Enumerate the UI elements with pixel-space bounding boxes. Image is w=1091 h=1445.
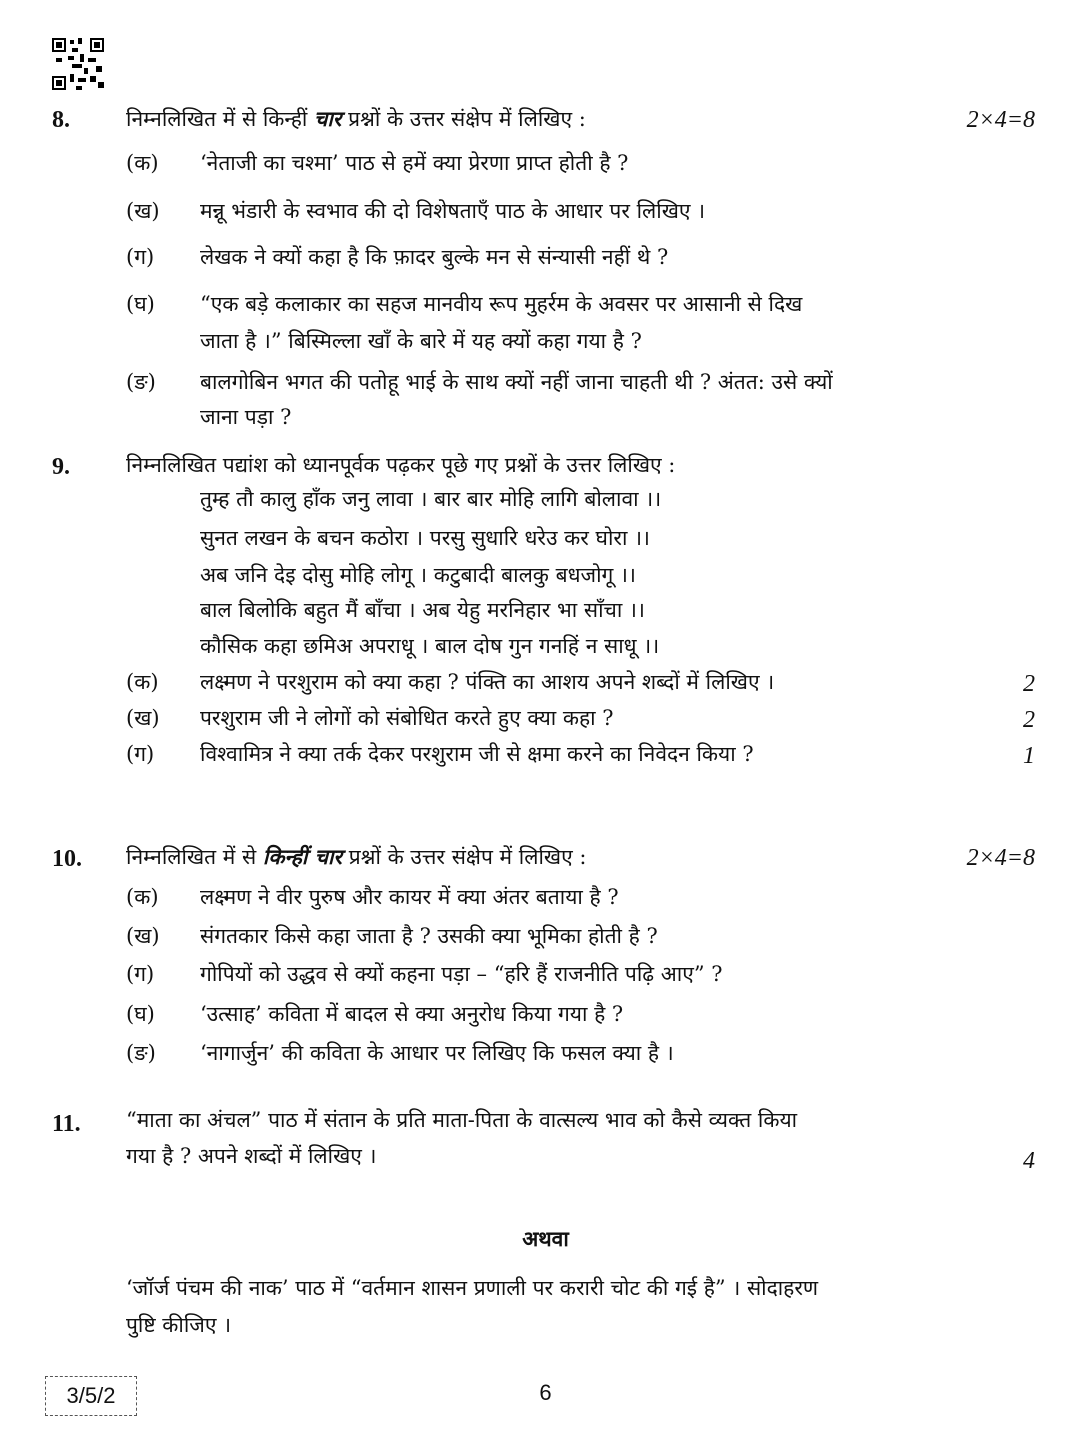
verse-line: कौसिक कहा छमिअ अपराधू । बाल दोष गुन गनहिं न साधू ।। (200, 634, 660, 658)
q8-item-label: (क) (126, 151, 159, 175)
q10-item-label: (घ) (126, 1002, 155, 1026)
q10-item-label: (क) (126, 885, 159, 909)
question-10-number: 10. (52, 846, 82, 872)
q8-item-label: (ङ) (126, 370, 156, 394)
q8-item-label: (ग) (126, 245, 155, 269)
q8-item-text: “एक बड़े कलाकार का सहज मानवीय रूप मुहर्रम के अवसर पर आसानी से दिख (200, 292, 803, 316)
q10-item-label: (ख) (126, 924, 160, 948)
q9-item-label: (ख) (126, 706, 160, 730)
q9-item-marks: 2 (1023, 707, 1035, 733)
question-8-number: 8. (52, 107, 70, 133)
q8-item-text: लेखक ने क्यों कहा है कि फ़ादर बुल्के मन से संन्यासी नहीं थे ? (200, 245, 669, 269)
question-10-marks: 2×4=8 (966, 845, 1035, 871)
q9-item-marks: 1 (1023, 743, 1035, 769)
q8-item-label: (घ) (126, 292, 155, 316)
qr-code-icon (52, 38, 104, 90)
question-11-alt-text: ‘जॉर्ज पंचम की नाक’ पाठ में “वर्तमान शासन प्रणाली पर करारी चोट की गई है” । सोदाहरण (126, 1276, 819, 1300)
question-11-marks: 4 (1023, 1148, 1035, 1174)
question-paper-code: 3/5/2 (66, 1383, 116, 1408)
q8-item-text: बालगोबिन भगत की पतोहू भाई के साथ क्यों नहीं जाना चाहती थी ? अंतत: उसे क्यों (200, 370, 833, 394)
q8-item-text: ‘नेताजी का चश्मा’ पाठ से हमें क्या प्रेरणा प्राप्त होती है ? (200, 151, 629, 175)
q9-item-marks: 2 (1023, 671, 1035, 697)
question-11-text: गया है ? अपने शब्दों में लिखिए । (126, 1144, 377, 1168)
or-heading: अथवा (522, 1226, 569, 1251)
q8-item-text: मन्नू भंडारी के स्वभाव की दो विशेषताएँ पाठ के आधार पर लिखिए । (200, 199, 706, 223)
question-9-instruction: निम्नलिखित पद्यांश को ध्यानपूर्वक पढ़कर पूछे गए प्रश्नों के उत्तर लिखिए : (126, 453, 676, 477)
q10-item-label: (ग) (126, 962, 155, 986)
q9-item-label: (ग) (126, 742, 155, 766)
q10-item-text: ‘नागार्जुन’ की कविता के आधार पर लिखिए कि फसल क्या है । (200, 1041, 674, 1065)
question-11-number: 11. (52, 1111, 81, 1137)
question-11-text: “माता का अंचल” पाठ में संतान के प्रति माता-पिता के वात्सल्य भाव को कैसे व्यक्त किया (126, 1108, 798, 1132)
verse-line: तुम्ह तौ कालु हाँक जनु लावा । बार बार मोहि लागि बोलावा ।। (200, 487, 662, 511)
q8-item-text: जाता है ।” बिस्मिल्ला खाँ के बारे में यह क्यों कहा गया है ? (200, 329, 642, 353)
q9-item-text: लक्ष्मण ने परशुराम को क्या कहा ? पंक्ति का आशय अपने शब्दों में लिखिए । (200, 670, 775, 694)
q10-item-text: संगतकार किसे कहा जाता है ? उसकी क्या भूमिका होती है ? (200, 924, 658, 948)
verse-line: बाल बिलोकि बहुत मैं बाँचा । अब येहु मरनिहार भा साँचा ।। (200, 598, 645, 622)
q10-item-text: लक्ष्मण ने वीर पुरुष और कायर में क्या अंतर बताया है ? (200, 885, 619, 909)
q8-item-label: (ख) (126, 199, 160, 223)
page-number: 6 (539, 1380, 552, 1405)
verse-line: सुनत लखन के बचन कठोरा । परसु सुधारि धरेउ कर घोरा ।। (200, 526, 650, 550)
q10-item-text: गोपियों को उद्धव से क्यों कहना पड़ा – “हरि हैं राजनीति पढ़ि आए” ? (200, 962, 723, 986)
question-9-number: 9. (52, 454, 70, 480)
verse-line: अब जनि देइ दोसु मोहि लोगू । कटुबादी बालकु बधजोगू ।। (200, 563, 636, 587)
q9-item-text: विश्वामित्र ने क्या तर्क देकर परशुराम जी से क्षमा करने का निवेदन किया ? (200, 742, 754, 766)
q8-item-text: जाना पड़ा ? (200, 405, 292, 429)
question-8-instruction: निम्नलिखित में से किन्हीं चार प्रश्नों के उत्तर संक्षेप में लिखिए : (126, 106, 586, 131)
q10-item-text: ‘उत्साह’ कविता में बादल से क्या अनुरोध किया गया है ? (200, 1002, 624, 1026)
question-11-alt-text: पुष्टि कीजिए । (126, 1313, 232, 1337)
q10-item-label: (ङ) (126, 1041, 156, 1065)
question-10-instruction: निम्नलिखित में से किन्हीं चार प्रश्नों के उत्तर संक्षेप में लिखिए : (126, 844, 587, 869)
q9-item-text: परशुराम जी ने लोगों को संबोधित करते हुए क्या कहा ? (200, 706, 614, 730)
question-8-marks: 2×4=8 (966, 107, 1035, 133)
q9-item-label: (क) (126, 670, 159, 694)
